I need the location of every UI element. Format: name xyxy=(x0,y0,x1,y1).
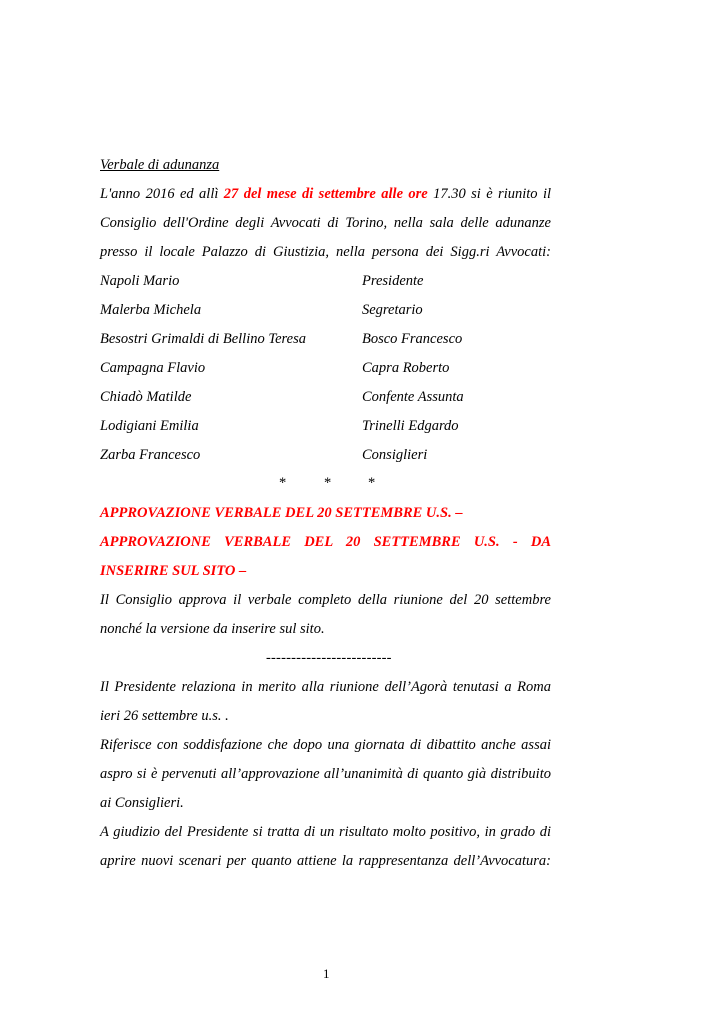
attendee-name: Trinelli Edgardo xyxy=(362,418,459,434)
intro-text: 17.30 si è riunito il xyxy=(427,186,551,202)
paragraph-2-line-1: Il Presidente relaziona in merito alla riunione dell’Agorà tenutasi a Roma xyxy=(100,679,551,695)
attendee-name: Capra Roberto xyxy=(362,360,450,376)
attendee-name: Chiadò Matilde xyxy=(100,389,192,405)
section-heading-line-3: INSERIRE SUL SITO – xyxy=(100,563,247,579)
intro-line-1 xyxy=(100,185,551,203)
page-number: 1 xyxy=(323,966,330,981)
section-heading-line-2: APPROVAZIONE VERBALE DEL 20 SETTEMBRE U.S. - DA xyxy=(100,534,551,550)
paragraph-1-line-2: nonché la versione da inserire sul sito. xyxy=(100,621,325,637)
attendee-name: Besostri Grimaldi di Bellino Teresa xyxy=(100,331,306,347)
date-highlight: 27 del mese di settembre alle ore xyxy=(223,186,428,202)
paragraph-4-line-1: A giudizio del Presidente si tratta di un risultato molto positivo, in grado di xyxy=(100,824,551,840)
attendee-name: Lodigiani Emilia xyxy=(100,418,199,434)
intro-text: L'anno 2016 ed allì xyxy=(100,186,224,202)
attendee-role: Presidente xyxy=(362,273,424,289)
attendee-name: Malerba Michela xyxy=(100,302,202,318)
document-title: Verbale di adunanza xyxy=(100,157,220,173)
attendee-name: Confente Assunta xyxy=(362,389,464,405)
attendee-name: Napoli Mario xyxy=(100,273,180,289)
dash-separator: ------------------------- xyxy=(266,650,392,666)
separator-star: * xyxy=(368,475,376,491)
attendee-name: Zarba Francesco xyxy=(100,447,201,463)
attendee-name: Campagna Flavio xyxy=(100,360,206,376)
separator-star: * xyxy=(279,475,287,491)
paragraph-3-line-2: aspro si è pervenuti all’approvazione all’unanimità di quanto già distribuito xyxy=(100,766,551,782)
paragraph-3-line-3: ai Consiglieri. xyxy=(100,795,184,811)
attendee-role: Consiglieri xyxy=(362,447,428,463)
paragraph-4-line-2: aprire nuovi scenari per quanto attiene la rappresentanza dell’Avvocatura: xyxy=(100,853,551,869)
paragraph-2-line-2: ieri 26 settembre u.s. . xyxy=(100,708,229,724)
section-heading-line-1: APPROVAZIONE VERBALE DEL 20 SETTEMBRE U.S. – xyxy=(100,505,463,521)
intro-line-3: presso il locale Palazzo di Giustizia, nella persona dei Sigg.ri Avvocati: xyxy=(100,244,551,260)
separator-star: * xyxy=(324,475,332,491)
paragraph-1-line-1: Il Consiglio approva il verbale completo della riunione del 20 settembre xyxy=(100,592,551,608)
paragraph-3-line-1: Riferisce con soddisfazione che dopo una giornata di dibattito anche assai xyxy=(100,737,551,753)
intro-line-2: Consiglio dell'Ordine degli Avvocati di Torino, nella sala delle adunanze xyxy=(100,215,551,231)
attendee-role: Segretario xyxy=(362,302,423,318)
attendee-name: Bosco Francesco xyxy=(362,331,463,347)
